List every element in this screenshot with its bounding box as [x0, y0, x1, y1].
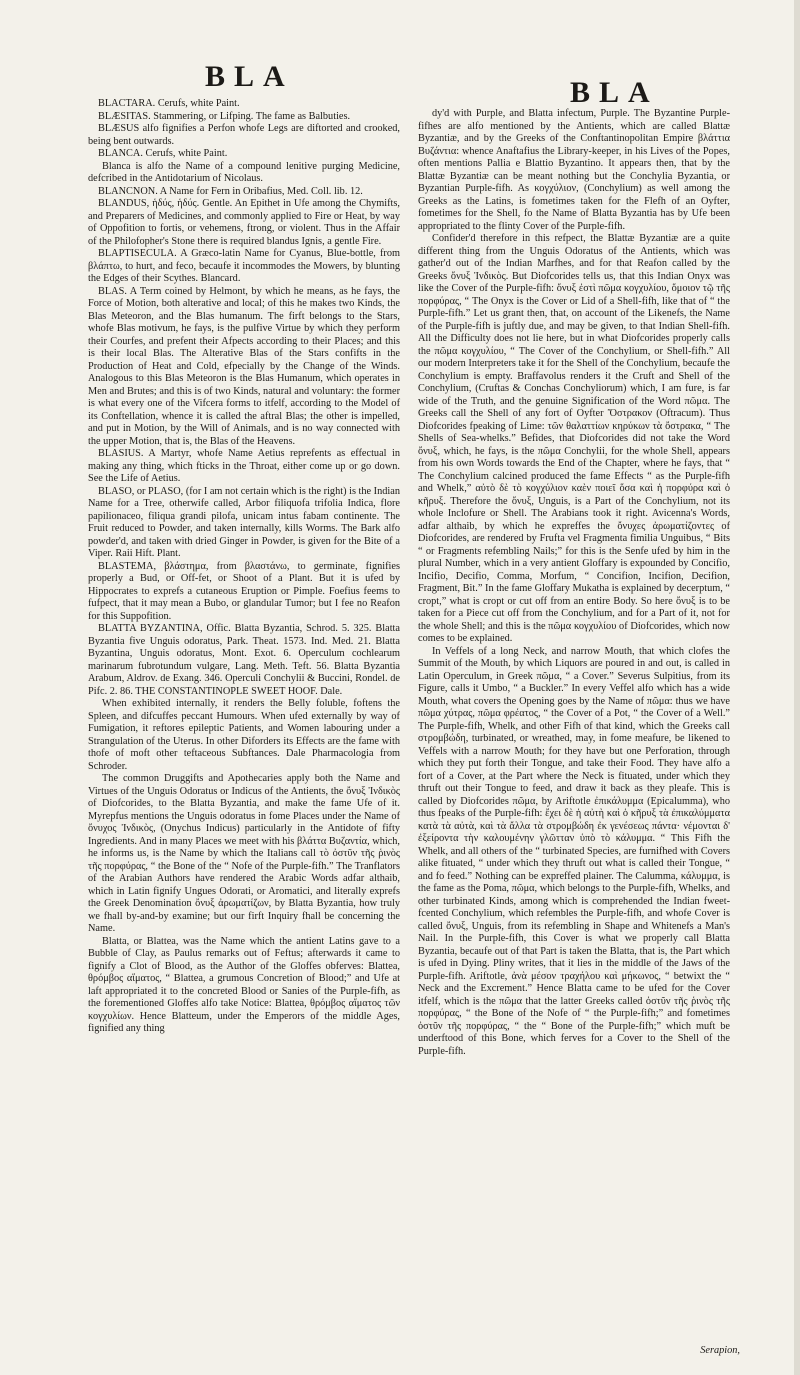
left-column-paragraph: BLÆSITAS. Stammering, or Lifping. The fame as Balbuties. [98, 110, 351, 122]
left-column-paragraph: BLASIUS. A Martyr, whofe Name Aetius reprefents as effectual in making any thing, which fticks in the Throat, either come up or go down. See the Life of Aetius. [88, 448, 400, 484]
page-edge [794, 0, 800, 1375]
left-column-paragraph: The common Druggifts and Apothecaries apply both the Name and Virtues of the Unguis Odoratus or Indicus of the Antients, the ὄνυξ Ἰνδικὸς of Diofcorides, to the Blatta Byzantia, and make the fame Ufe of it. Myrepfus mentions the Unguis odoratus in fome Places under the Name of ὄνυχος Ἰνδικὸς, (Onychus Indicus) particularly in the Antidote of fifty Ingredients. And in many Places we meet with his βλάττα Βυζαντία, which, he informs us, is the Name by which the Italians call τὸ ὀστῦν τῆς ῥινὸς τῆς πορφύρας, “ the Bone of the “ Nofe of the Purple-fifh.” The Tranflators of the Arabian Authors have rendered the Arabic Words adfar althaib, which in Latin fignify Ungues Odorati, or Aromatici, and literally exprefs the Greek Denomination ὄνυξ ἀρωματίζων, by Blatta Byzantia, how truly we fhall by-and-by examine; but our firft Inquiry fhall be concerning the Name. [88, 773, 400, 934]
left-column [88, 98, 400, 1036]
left-column-paragraph: BLÆSUS alfo fignifies a Perfon whofe Legs are diftorted and crooked, being bent outwards. [88, 123, 400, 147]
left-column-paragraph: Blatta, or Blattea, was the Name which the antient Latins gave to a Bubble of Clay, as Paulus remarks out of Feftus; afterwards it came to fignify a Clot of Blood, as the Author of the Gloffes obferves: Blattea, θρόμβος αἵματος, “ Blattea, a grumous Concretion of Blood;” and Ufe at laft appropriated it to the concreted Blood or Sanies of the Purple-fifh, as the forementioned Gloffes alfo take Notice: Blattea, θρόμβος αἵματος τῶν κογχυλίων. Hence Blatteum, under the Emperors of the middle Ages, fignified any thing [88, 935, 400, 1034]
left-column-paragraph: Blanca is alfo the Name of a compound lenitive purging Medicine, defcribed in the Antidotarium of Nicolaus. [88, 160, 400, 184]
left-column-paragraph: BLANCA. Cerufs, white Paint. [98, 148, 228, 159]
right-column [418, 108, 730, 1058]
right-column-paragraph: dy'd with Purple, and Blatta infectum, Purple. The Byzantine Purple-fifhes are alfo mentioned by the Antients, which are called Blattæ Byzantiæ, and by the Greeks of the Conftantinopolitan Empire βλάττια Βυζάντια: whence Anaftafius the Library-keeper, in his Lives of the Popes, often mentions Pallia e Blattio Byzantino. It appears then, that by the Blattæ Byzantiæ can be meant nothing but the Conchylia Byzantia, or Byzantian Purple-fifh. As κογχύλιον, (Conchylium) as well among the Greeks as the Latins, is fometimes taken for the Flefh of an Oyfter, fometimes for the Shell, fo the Name of Blatta Byzantia has by Ufe been appropriated to the flinty Cover of the Purple-fifh. [418, 108, 730, 232]
left-column-paragraph: BLANCNON. A Name for Fern in Oribafius, Med. Coll. lib. 12. [98, 185, 363, 197]
running-head-right: BLA [570, 76, 659, 109]
left-column-paragraph: BLASTEMA, βλάστημα, from βλαστάνω, to germinate, fignifies properly a Bud, or Off-fet, or Shoot of a Plant. But it is ufed by Hippocrates to exprefs a cutaneous Eruption or Pimple. Foefius feems to fufpect, that it may mean a Bubo, or glandular Tumor; but I fee no Reafon for this Suppofition. [88, 560, 400, 622]
right-column-paragraph: In Veffels of a long Neck, and narrow Mouth, that which clofes the Summit of the Mouth, by which Liquors are poured in and out, is called in Latin Operculum, in Greek πῶμα, “ a Cover.” Severus Sulpitius, from its Figure, calls it Umbo, “ a Buckler.” In every Veffel alfo which has a wide Mouth, what covers the Opening goes by the Name of πῶμα: thus we have πῶμα χύτρας, πῶμα φρέατος, “ the Cover of a Pot, “ the Cover of a Well.” The Purple-fifh, Whelk, and other Fifh of that kind, which the Greeks call στρομβώδη, turbinated, or wreathed, may, in fome meafure, be likened to Veffels with a narrow Mouth; for they have but one Perforation, through which they put forth their Tongue, and take their Food. They have alfo a fort of a Cover, at the Part where the Neck is fituated, under which they thruft out their Tongue to feed, and draw it back as they pleafe. This is called by Diofcorides πῶμα, by Ariftotle ἐπικάλυμμα (Epicalumma), who thus fpeaks of the Purple-fifh: ἔχει δὲ ἡ αὐτὴ καὶ ὁ κῆρυξ τὰ ἐπικαλύμματα κατὰ τὰ αὐτὰ, καὶ τὰ ἄλλα τὰ στρομβώδη ἐκ γενέσεως πάντα· νέμονται δ' ἐξείροντα τὴν καλουμένην γλῶτταν ὑπὸ τὸ κάλυμμα. “ This Fifh the Whelk, and all others of the “ turbinated Species, are furnifhed with Covers alike fituated, “ under which they thruft out what is called their Tongue, “ and fo feed.” Nothing can be expreffed plainer. The Calumma, κάλυμμα, is the fame as the Poma, πῶμα, which belongs to the Purple-fifh, Whelks, and other turbinated Kinds, among which is comprehended the Indian fweet-fcented Conchylium, which refembles the Purple-fifh, and whofe Cover is called ὄνυξ, Unguis, from its refembling in Shape and Whitenefs a Man's Nail. In the Purple-fifh, this Cover is what we properly call Blatta Byzantia, becaufe out of that Part is taken the Blatta, that is, the Part which is ufed in Dying. Pliny writes, that it lies in the middle of the Jaws of the Purple-fifh. Ariftotle, ἀνὰ μέσον τραχήλου καὶ μήκωνος, “ betwixt the “ Neck and the Excrement.” Hence Blatta came to be ufed for the Cover itfelf, which is the πῶμα that the latter Greeks called ὀστῦν τῆς ῥινὸς τῆς πορφύρας, “ the Bone of the Nofe of “ the Purple-fifh;” and fometimes ὀστῦν τῆς πορφύρας, “ the “ Bone of the Purple-fifh;” which muft be underftood of this Bone, which ferves for a Cover to the Shell of the Purple-fifh. [418, 645, 730, 1057]
left-column-paragraph: BLAS. A Term coined by Helmont, by which he means, as he fays, the Force of Motion, both alterative and local; of this he makes two Kinds, the Blas Meteoron, and the Blas humanum. The firft belongs to the Stars, whofe Blas motivum, he fays, is the pulfive Virtue by which they perform their Courfes, and prefent their Afpects according to their Places; and this is their local Blas. The Alterative Blas of the Stars confifts in the Production of Heat and Cold, efpecially by the Change of the Winds. Analogous to this Blas Meteoron is the Blas Humanum, which operates in Men and Brutes; and this is of two Kinds, natural and voluntary: the former is what every one of the Vifcera forms to itfelf, according to the Model of its Conftellation, whence it is called the aftral Blas; the other is impelled, and put in Motion, by the Will of Animals, and is no way connected with the upper Motion, that is, the Blas of the Heavens. [88, 285, 400, 447]
left-column-paragraph: BLANDUS, ἡδύς, ἡδύς. Gentle. An Epithet in Ufe among the Chymifts, and Preparers of Medicines, and commonly applied to Fire or Heat, by way of Oppofition to fortis, or vehemens, ftrong, or violent. Thus in the Affair of the Philofopher's Stone there is required blandus Ignis, a gentle Fire. [88, 198, 400, 247]
left-column-paragraph: BLASO, or PLASO, (for I am not certain which is the right) is the Indian Name for a Tree, otherwife called, Arbor filiquofa trifolia Indica, flore papilionaceo, filiqua grandi pilofa, unicam intus fabam continente. The Fruit reduced to Powder, and taken internally, kills Worms. The Bark alfo powder'd, and taken with dried Ginger in Powder, is given for the Bite of a Viper. Raii Hift. Plant. [88, 485, 400, 559]
left-column-paragraph: When exhibited internally, it renders the Belly foluble, foftens the Spleen, and difcuffes peccant Humours. When ufed externally by way of Fumigation, it reftores epileptic Patients, and Women labouring under a Strangulation of the Uterus. In other Diforders its Effects are the fame with thofe of moft other teftaceous Subftances. Dale Pharmacologia from Schroder. [88, 698, 400, 772]
left-column-paragraph: BLAPTISECULA. A Græco-latin Name for Cyanus, Blue-bottle, from βλάπτω, to hurt, and feco, becaufe it incommodes the Mowers, by blunting the Edges of their Scythes. Blancard. [88, 248, 400, 284]
right-column-paragraph: Confider'd therefore in this refpect, the Blattæ Byzantiæ are a quite different thing from the Unguis Odoratus of the Antients, which was gather'd out of the Indian Marfhes, and for that Reafon called by the Greeks ὄνυξ Ἰνδικὸς. But Diofcorides tells us, that this Indian Onyx was like the Cover of the Purple-fifh: ὄνυξ ἐστὶ πῶμα κογχυλίου, ὅμοιον τῷ τῆς πορφύρας, “ The Onyx is the Cover or Lid of a Shell-fifh, like that of “ the Purple-fifh.” Let us grant then, that, on account of the Likenefs, the Name of the Purple-fifh is juftly due, and may be given, to that Indian Shell-fifh. All the Difficulty does not lie here, but in what Diofcorides properly calls the πῶμα κογχυλίου, “ The Cover of the Conchylium, or Shell-fifh.” All our modern Interpreters take it for the Shell of the Conchylium, becaufe the Conchylium is empty. Braffavolus renders it the Cruft and Shell of the Conchylium, (Cruftas & Conchas Conchyliorum) which, I am fure, is far wide of the Truth, and the genuine Signification of the Word πῶμα. The Greeks call the Shell of any fort of Oyfter Ὄστρακον (Oftracum). Thus Diofcorides fpeaking of Lime: τῶν θαλαττίων κηρύκων τὰ ὄστρακα, “ The Shells of Sea-whelks.” Befides, that Diofcorides did not take the Word ὄνυξ, which, he fays, is the πῶμα Conchylii, for the whole Shell, appears from his own Words towards the End of the Chapter, where he fays, that “ The Conchylium calcined produced the fame Effects “ as the Purple-fifh and Whelk,” αὐτὸ δὲ τὸ κογχύλιον καὲν ποιεῖ ὅσα καὶ ἡ πορφύρα καὶ ὁ κῆρυξ. Therefore the ὄνυξ, Unguis, is a Part of the Conchylium, not its whole Inclofure or Shell. The Arabians took it right. Avicenna's Words, adfar althaib, by which he expreffes the ὄνυχες ἀρωματίζοντες of Diofcorides, are rendered by Frufta vel Fragmenta fimilia Unguibus, “ Bits “ or Fragments refembling Nails;” for this is the Senfe ufed by him in the plural Number, which in a very antient Gloffary is expounded by Concifio, Incifio, Decifio, Comma, Morfum, “ Concifion, Incifion, Decifion, Fragment, Bit.” In the fame Gloffary Mukatha is explained by decerptum, “ cropt,” what is cropt or cut off from an entire Body. So here ὄνυξ is to be taken for a Piece cut off from the Conchylium, and for a Part of it, not for the whole Shell; and this is the πῶμα κογχυλίου of Diofcorides, which now comes to be explained. [418, 233, 731, 644]
running-head-left: BLA [205, 60, 294, 93]
catchword: Serapion, [700, 1345, 740, 1356]
left-column-paragraph: BLACTARA. Cerufs, white Paint. [98, 98, 240, 109]
left-column-paragraph: BLATTA BYZANTINA, Offic. Blatta Byzantia, Schrod. 5. 325. Blatta Byzantia five Unguis odoratus, Park. Theat. 1573. Ind. Med. 21. Blatta Byzantina, Unguis odoratus, Mont. Exot. 6. Operculum cochlearum marinarum fubrotundum vulgare, Lang. Meth. Teft. 56. Blatta Byzantia Arabum, Aldrov. de Exang. 346. Operculi Conchylii & Buccini, Rondel. de Pifc. 2. 86. THE CONSTANTINOPLE SWEET HOOF. Dale. [88, 623, 400, 697]
